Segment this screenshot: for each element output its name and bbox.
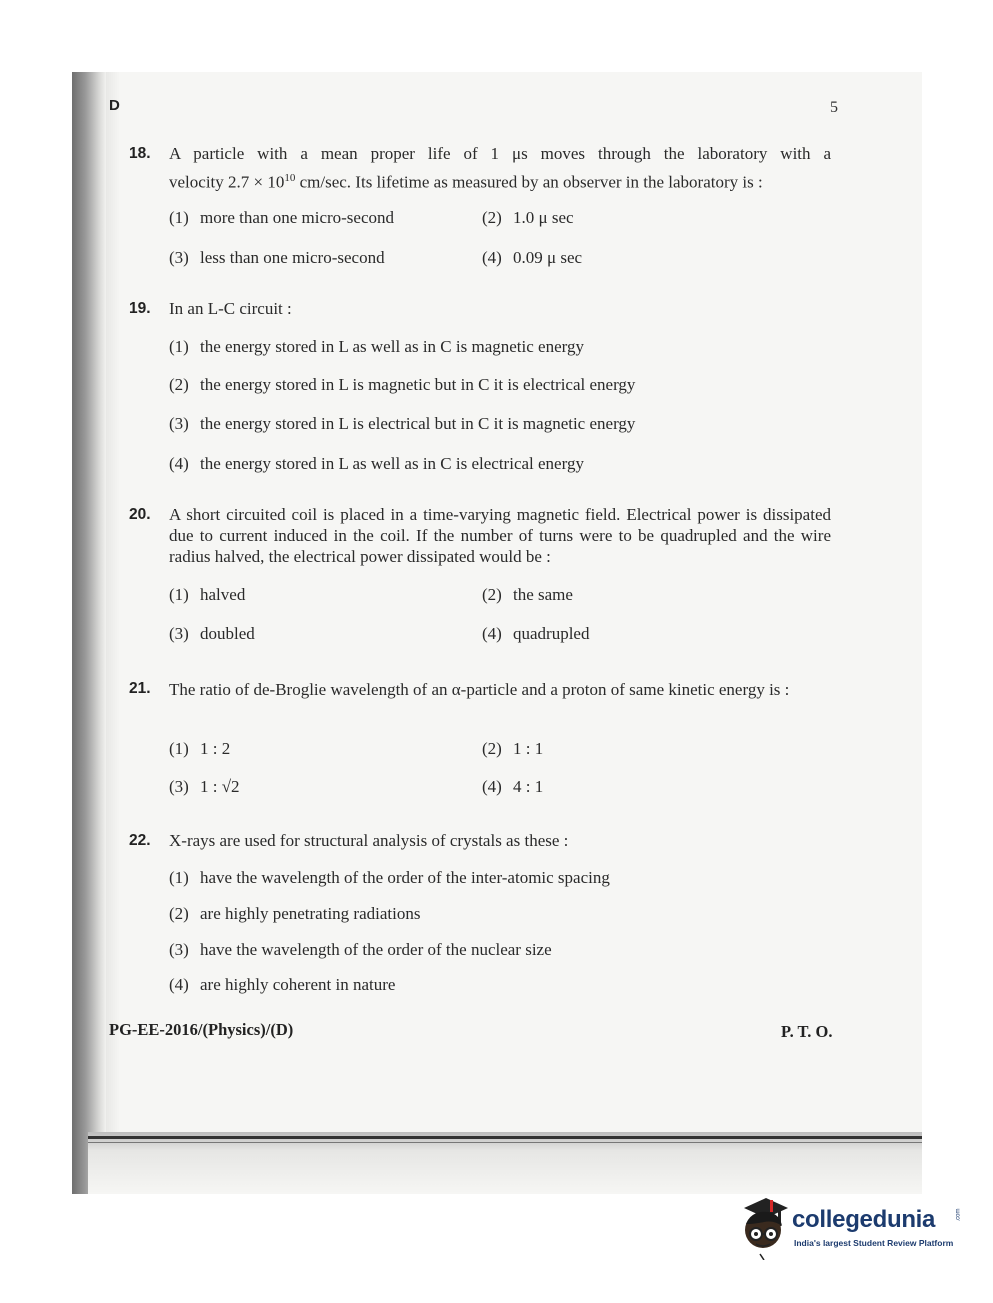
velocity-exponent: 10: [284, 172, 296, 184]
question-21-option-2: (2) 1 : 1: [482, 739, 544, 758]
question-text-22: X-rays are used for structural analysis of crystals as these :: [169, 831, 569, 850]
question-21-option-1: (1) 1 : 2: [169, 739, 231, 758]
binding-shadow: [72, 72, 106, 1194]
question-21-option-4: (4) 4 : 1: [482, 777, 544, 796]
question-22-option-3: (3) have the wavelength of the order of the nuclear size: [169, 940, 552, 959]
question-19-option-4: (4) the energy stored in L as well as in C is electrical energy: [169, 454, 584, 473]
question-number-19: 19.: [129, 300, 151, 317]
question-19-option-3: (3) the energy stored in L is electrical but in C it is magnetic energy: [169, 414, 636, 433]
question-number-21: 21.: [129, 680, 151, 697]
series-letter: D: [109, 97, 120, 114]
question-text-20: A short circuited coil is placed in a time-varying magnetic field. Electrical power is dissipated due to current induced in the coil. If the number of turns were to be quadrupled and the wire radius halved, the electrical power dissipated would be :: [169, 505, 831, 566]
question-22-option-2: (2) are highly penetrating radiations: [169, 904, 421, 923]
please-turn-over: P. T. O.: [781, 1022, 833, 1041]
question-18-option-2: (2) 1.0 μ sec: [482, 208, 574, 227]
question-18-option-4: (4) 0.09 μ sec: [482, 248, 583, 267]
question-18-option-3: (3) less than one micro-second: [169, 248, 385, 267]
bottom-rule-thin: [88, 1142, 922, 1143]
collegedunia-logo: [734, 1194, 964, 1264]
page-number: 5: [830, 99, 838, 116]
question-text-18: [169, 143, 831, 194]
question-20-option-3: (3) doubled: [169, 624, 255, 643]
question-20-option-2: (2) the same: [482, 585, 573, 604]
question-18-line1: A particle with a mean proper life of 1 μs moves through the laboratory with a: [169, 144, 831, 163]
question-19-option-1: (1) the energy stored in L as well as in C is magnetic energy: [169, 337, 584, 356]
question-18-option-1: (1) more than one micro-second: [169, 208, 395, 227]
question-20-option-4: (4) quadrupled: [482, 624, 590, 643]
question-20-option-1: (1) halved: [169, 585, 246, 604]
question-number-20: 20.: [129, 506, 151, 523]
question-text-21: The ratio of de-Broglie wavelength of an α-particle and a proton of same kinetic energy is :: [169, 680, 790, 699]
brand-name: collegedunia: [792, 1206, 936, 1233]
bottom-rule: [88, 1136, 922, 1139]
question-text-19: In an L-C circuit :: [169, 299, 292, 318]
question-18-line2: [169, 167, 831, 194]
question-number-18: 18.: [129, 145, 151, 162]
brand-tagline: India's largest Student Review Platform: [794, 1238, 954, 1248]
brand-domain-suffix: .com: [955, 1208, 962, 1222]
student-mascot-icon: [734, 1194, 790, 1260]
question-19-option-2: (2) the energy stored in L is magnetic but in C it is electrical energy: [169, 375, 636, 394]
velocity-suffix: cm/sec. Its lifetime as measured by an observer in the laboratory is :: [295, 172, 763, 192]
question-22-option-1: (1) have the wavelength of the order of the inter-atomic spacing: [169, 868, 610, 887]
paper-code: PG-EE-2016/(Physics)/(D): [109, 1020, 294, 1039]
question-21-option-3: (3) 1 : √2: [169, 777, 240, 796]
question-number-22: 22.: [129, 832, 151, 849]
question-22-option-4: (4) are highly coherent in nature: [169, 975, 396, 994]
velocity-prefix: velocity 2.7 × 10: [169, 172, 285, 192]
